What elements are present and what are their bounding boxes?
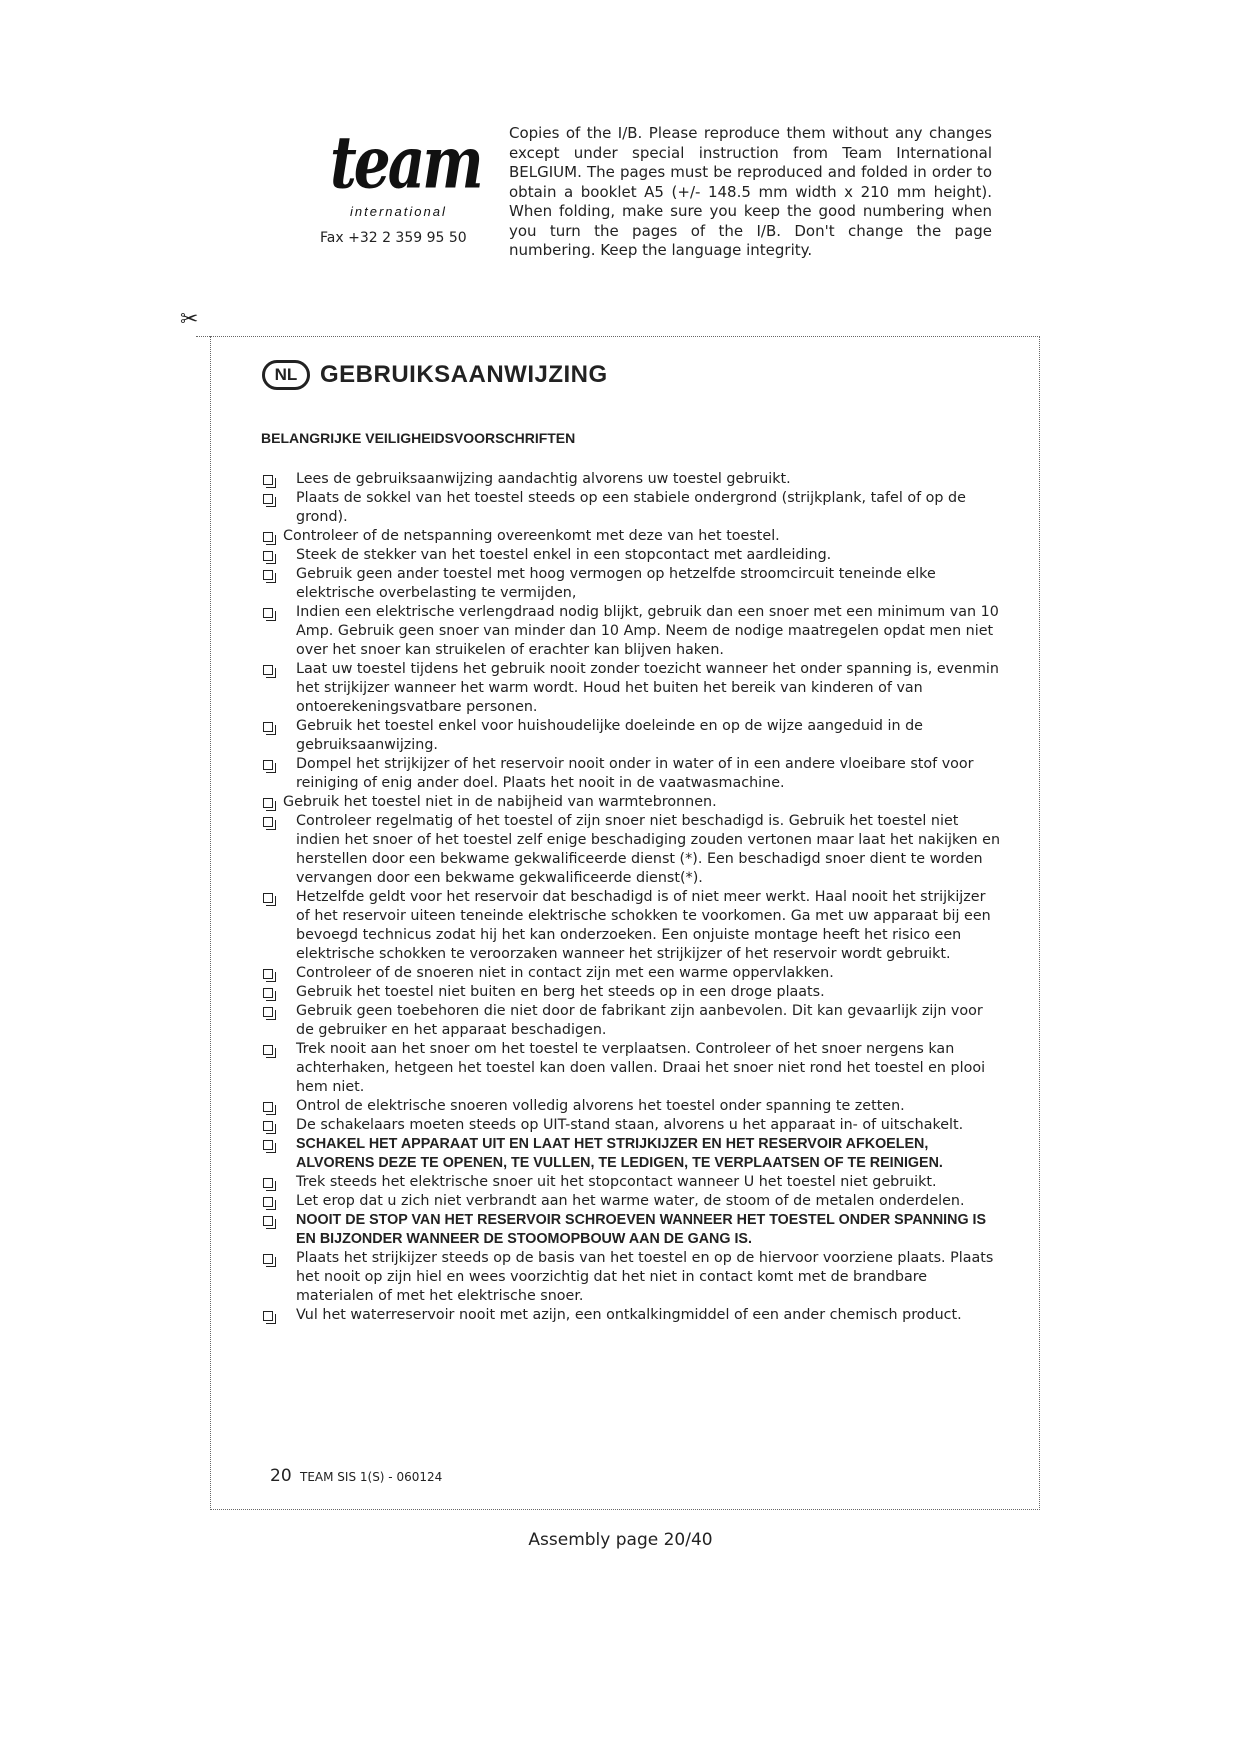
checkbox-bullet-icon (263, 570, 273, 580)
checkbox-bullet-icon (263, 1045, 273, 1055)
list-item: De schakelaars moeten steeds op UIT-stand staan, alvorens u het apparaat in- of uitschakelt. (261, 1116, 1001, 1135)
list-item: Ontrol de elektrische snoeren volledig alvorens het toestel onder spanning te zetten. (261, 1097, 1001, 1116)
list-item: Dompel het strijkijzer of het reservoir nooit onder in water of in een andere vloeibare stof voor reiniging of enig ander doel. Plaats het nooit in de vaatwasmachine. (261, 755, 1001, 793)
checkbox-bullet-icon (263, 608, 273, 618)
list-item: Controleer of de netspanning overeenkomt met deze van het toestel. (261, 527, 1001, 546)
reproduction-instructions: Copies of the I/B. Please reproduce them without any changes except under special instruction from Team International BELGIUM. The pages must be reproduced and folded in order to obtain a booklet A5 (+/- 148.5 mm width x 210 mm height). When folding, make sure you keep the good numbering when you turn the pages of the I/B. Don't change the page numbering. Keep the language integrity. (509, 124, 992, 259)
team-international-logo (320, 118, 481, 228)
list-item: Plaats het strijkijzer steeds op de basis van het toestel en op de hiervoor voorziene plaats. Plaats het nooit op zijn hiel en wees voorzichtig dat het niet in contact komt met de brandbare materialen of met het elektrische snoer. (261, 1249, 1001, 1306)
checkbox-bullet-icon (263, 551, 273, 561)
safety-instructions-list (261, 470, 1001, 1325)
list-item: Vul het waterreservoir nooit met azijn, een ontkalkingmiddel of een ander chemisch product. (261, 1306, 1001, 1325)
list-item: Controleer of de snoeren niet in contact zijn met een warme oppervlakken. (261, 964, 1001, 983)
page-title-row (262, 357, 608, 393)
checkbox-bullet-icon (263, 1007, 273, 1017)
list-item: Laat uw toestel tijdens het gebruik nooit zonder toezicht wanneer het onder spanning is, evenmin het strijkijzer wanneer het warm wordt. Houd het buiten het bereik van kinderen of van ontoerekeningsvatbare personen. (261, 660, 1001, 717)
list-item: Lees de gebruiksaanwijzing aandachtig alvorens uw toestel gebruikt. (261, 470, 1001, 489)
assembly-page-label: Assembly page 20/40 (528, 1530, 713, 1550)
list-item: Plaats de sokkel van het toestel steeds op een stabiele ondergrond (strijkplank, tafel of op de grond). (261, 489, 1001, 527)
logo-subtitle: international (350, 204, 447, 219)
language-badge: NL (262, 360, 310, 390)
checkbox-bullet-icon (263, 988, 273, 998)
checkbox-bullet-icon (263, 1121, 273, 1131)
list-item: Steek de stekker van het toestel enkel in een stopcontact met aardleiding. (261, 546, 1001, 565)
list-item: Indien een elektrische verlengdraad nodig blijkt, gebruik dan een snoer met een minimum van 10 Amp. Gebruik geen snoer van minder dan 10 Amp. Neem de nodige maatregelen opdat men niet over het snoer kan struikelen of erachter kan blijven haken. (261, 603, 1001, 660)
checkbox-bullet-icon (263, 1178, 273, 1188)
checkbox-bullet-icon (263, 494, 273, 504)
cut-line (196, 336, 210, 337)
list-item: Gebruik het toestel enkel voor huishoudelijke doeleinde en op de wijze aangeduid in de gebruiksaanwijzing. (261, 717, 1001, 755)
checkbox-bullet-icon (263, 1102, 273, 1112)
checkbox-bullet-icon (263, 722, 273, 732)
checkbox-bullet-icon (263, 1197, 273, 1207)
section-heading: BELANGRIJKE VEILIGHEIDSVOORSCHRIFTEN (261, 430, 576, 446)
checkbox-bullet-icon (263, 665, 273, 675)
list-item-warning: NOOIT DE STOP VAN HET RESERVOIR SCHROEVEN WANNEER HET TOESTEL ONDER SPANNING IS EN BIJZONDER WANNEER DE STOOMOPBOUW AAN DE GANG IS. (261, 1211, 1001, 1249)
checkbox-bullet-icon (263, 1216, 273, 1226)
list-item: Trek nooit aan het snoer om het toestel te verplaatsen. Controleer of het snoer nergens kan achterhaken, hetgeen het toestel kan doen vallen. Draai het snoer niet rond het toestel en plooi hem niet. (261, 1040, 1001, 1097)
list-item: Hetzelfde geldt voor het reservoir dat beschadigd is of niet meer werkt. Haal nooit het strijkijzer of het reservoir uiteen teneinde elektrische schokken te voorkomen. Ga met uw apparaat bij een bevoegd technicus zodat hij het kan onderzoeken. Een onjuiste montage heeft het risico een elektrische schokken te veroorzaken wanneer het strijkijzer of het reservoir wordt gebruikt. (261, 888, 1001, 964)
checkbox-bullet-icon (263, 475, 273, 485)
fax-number: Fax +32 2 359 95 50 (320, 230, 467, 246)
document-code: TEAM SIS 1(S) - 060124 (300, 1470, 443, 1484)
checkbox-bullet-icon (263, 1254, 273, 1264)
list-item-warning: SCHAKEL HET APPARAAT UIT EN LAAT HET STRIJKIJZER EN HET RESERVOIR AFKOELEN, ALVORENS DEZE TE OPENEN, TE VULLEN, TE LEDIGEN, TE VERPLAATSEN OF TE REINIGEN. (261, 1135, 1001, 1173)
checkbox-bullet-icon (263, 798, 273, 808)
checkbox-bullet-icon (263, 969, 273, 979)
list-item: Gebruik het toestel niet buiten en berg het steeds op in een droge plaats. (261, 983, 1001, 1002)
list-item: Gebruik het toestel niet in de nabijheid van warmtebronnen. (261, 793, 1001, 812)
list-item: Let erop dat u zich niet verbrandt aan het warme water, de stoom of de metalen onderdelen. (261, 1192, 1001, 1211)
list-item: Trek steeds het elektrische snoer uit het stopcontact wanneer U het toestel niet gebruikt. (261, 1173, 1001, 1192)
page-title: GEBRUIKSAANWIJZING (320, 361, 608, 388)
checkbox-bullet-icon (263, 1140, 273, 1150)
list-item: Gebruik geen ander toestel met hoog vermogen op hetzelfde stroomcircuit teneinde elke elektrische overbelasting te vermijden, (261, 565, 1001, 603)
page-number: 20 (270, 1466, 292, 1486)
list-item: Gebruik geen toebehoren die niet door de fabrikant zijn aanbevolen. Dit kan gevaarlijk zijn voor de gebruiker en het apparaat beschadigen. (261, 1002, 1001, 1040)
checkbox-bullet-icon (263, 817, 273, 827)
checkbox-bullet-icon (263, 893, 273, 903)
list-item: Controleer regelmatig of het toestel of zijn snoer niet beschadigd is. Gebruik het toestel niet indien het snoer of het toestel zelf enige beschadiging zouden vertonen maar laat het nakijken en herstellen door een bekwame gekwalificeerde dienst (*). Een beschadigd snoer dient te worden vervangen door een bekwame gekwalificeerde dienst(*). (261, 812, 1001, 888)
checkbox-bullet-icon (263, 532, 273, 542)
scissors-icon: ✂ (180, 307, 199, 332)
logo-wordmark: team (330, 120, 481, 205)
checkbox-bullet-icon (263, 1311, 273, 1321)
checkbox-bullet-icon (263, 760, 273, 770)
